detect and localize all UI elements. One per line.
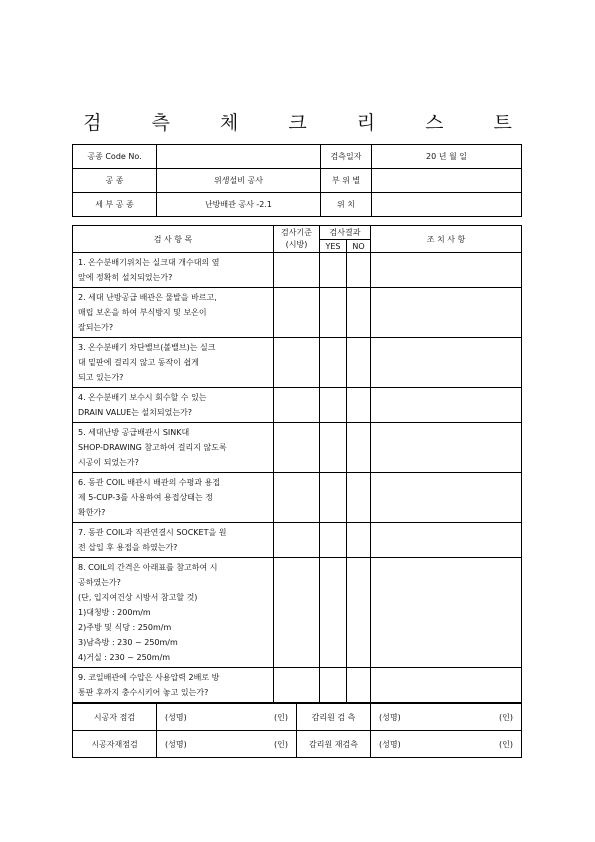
header-value[interactable] — [157, 145, 321, 169]
action-cell[interactable] — [371, 558, 522, 668]
no-cell[interactable] — [347, 253, 371, 288]
header-value[interactable]: 난방배관 공사 -2.1 — [157, 193, 321, 217]
checklist-item-line: 8. COIL의 간격은 아래표를 참고하여 시 — [78, 563, 218, 572]
basis-cell[interactable] — [274, 288, 320, 338]
action-cell[interactable] — [371, 388, 522, 423]
checklist-item — [73, 523, 274, 558]
signature-name: (성명) — [165, 739, 187, 749]
checklist-item-line: 공하였는가? — [78, 578, 121, 587]
checklist-item-line: 9. 코일배관에 수압은 사용압력 2배로 방 — [78, 673, 220, 682]
action-cell[interactable] — [371, 288, 522, 338]
checklist-row — [73, 473, 522, 523]
signature-role: 시공자재점검 — [73, 731, 157, 758]
col-basis-header — [274, 226, 320, 253]
action-cell[interactable] — [371, 253, 522, 288]
yes-cell[interactable] — [320, 423, 347, 473]
no-cell[interactable] — [347, 523, 371, 558]
checklist-row — [73, 523, 522, 558]
page-title: 검 측 체 크 리 스 트 — [83, 112, 534, 134]
checklist-item-line: 앞에 정확히 설치되었는가? — [78, 273, 173, 282]
header-label: 위 치 — [321, 193, 372, 217]
checklist-item-line: 4. 온수분배기 보수시 회수할 수 있는 — [78, 393, 207, 402]
header-row — [73, 145, 522, 169]
checklist-item — [73, 338, 274, 388]
basis-cell[interactable] — [274, 253, 320, 288]
signature-seal: (인) — [499, 739, 513, 749]
signature-role: 감리원 재검측 — [297, 731, 371, 758]
signature-name: (성명) — [379, 739, 401, 749]
checklist-item-line: 통판 후까지 충수시키어 놓고 있는가? — [78, 688, 209, 697]
checklist-item — [73, 253, 274, 288]
no-cell[interactable] — [347, 558, 371, 668]
checklist-item-line: (단, 입지여건상 시방서 참고할 것) — [78, 593, 198, 602]
basis-cell[interactable] — [274, 668, 320, 703]
checklist-item — [73, 668, 274, 703]
action-cell[interactable] — [371, 423, 522, 473]
yes-cell[interactable] — [320, 523, 347, 558]
signature-table — [72, 703, 522, 758]
basis-cell[interactable] — [274, 558, 320, 668]
no-cell[interactable] — [347, 668, 371, 703]
checklist-item-line: 제 5-CUP-3를 사용하여 용접상태는 정 — [78, 493, 213, 502]
checklist-item-line: DRAIN VALUE는 설치되었는가? — [78, 408, 193, 417]
checklist-item-line: SHOP-DRAWING 참고하여 걸리지 않도록 — [78, 443, 227, 452]
checklist-item — [73, 473, 274, 523]
col-basis-line: (시방) — [285, 240, 308, 249]
col-action-header: 조 치 사 항 — [371, 226, 522, 253]
basis-cell[interactable] — [274, 473, 320, 523]
basis-cell[interactable] — [274, 388, 320, 423]
no-cell[interactable] — [347, 338, 371, 388]
signature-seal: (인) — [274, 712, 288, 722]
checklist-item-line: 확한가? — [78, 508, 106, 517]
col-basis-line: 검사기준 — [281, 228, 312, 237]
signature-row — [73, 704, 522, 731]
checklist-item-line: 2. 세대 난방공급 배관은 물발을 바르고, — [78, 293, 217, 302]
checklist-item-line: 대 밑판에 걸리지 않고 동작이 쉽게 — [78, 358, 199, 367]
action-cell[interactable] — [371, 338, 522, 388]
checklist-item-line: 전 삽입 후 용접을 하였는가? — [78, 543, 178, 552]
checklist-item-line: 7. 동관 COIL과 직관연결시 SOCKET을 원 — [78, 528, 227, 537]
header-value[interactable] — [372, 193, 522, 217]
checklist-row — [73, 253, 522, 288]
yes-cell[interactable] — [320, 288, 347, 338]
yes-cell[interactable] — [320, 668, 347, 703]
signature-seal: (인) — [274, 739, 288, 749]
signature-seal: (인) — [499, 712, 513, 722]
checklist-item — [73, 388, 274, 423]
action-cell[interactable] — [371, 668, 522, 703]
yes-cell[interactable] — [320, 473, 347, 523]
signature-field[interactable] — [371, 731, 522, 758]
checklist-item-line: 3. 온수분배기 차단밸브(볼밸브)는 실크 — [78, 343, 216, 352]
signature-field[interactable] — [157, 731, 297, 758]
yes-cell[interactable] — [320, 338, 347, 388]
basis-cell[interactable] — [274, 523, 320, 558]
checklist-item-line: 매립 보온을 하여 부식방지 및 보온이 — [78, 308, 207, 317]
header-label: 부 위 별 — [321, 169, 372, 193]
no-cell[interactable] — [347, 388, 371, 423]
header-table — [72, 144, 522, 217]
no-cell[interactable] — [347, 423, 371, 473]
col-result-header: 검사결과 — [320, 226, 371, 240]
header-value[interactable]: 위생설비 공사 — [157, 169, 321, 193]
checklist-item-line: 2)주방 및 식당 : 250m/m — [78, 623, 172, 632]
checklist-item-line: 4)거실 : 230 ~ 250m/m — [78, 653, 171, 662]
checklist-item-line: 잘되는가? — [78, 323, 114, 332]
table-header-row — [73, 226, 522, 240]
signature-field[interactable] — [371, 704, 522, 731]
checklist-item-line: 되고 있는가? — [78, 373, 124, 382]
header-value[interactable]: 20 년 월 일 — [372, 145, 522, 169]
signature-row — [73, 731, 522, 758]
basis-cell[interactable] — [274, 338, 320, 388]
no-cell[interactable] — [347, 288, 371, 338]
col-items-header: 검 사 항 목 — [73, 226, 274, 253]
checklist-table — [72, 225, 522, 703]
checklist-row — [73, 288, 522, 338]
yes-cell[interactable] — [320, 558, 347, 668]
checklist-item-line: 시공이 되었는가? — [78, 458, 139, 467]
signature-name: (성명) — [165, 712, 187, 722]
checklist-item — [73, 423, 274, 473]
checklist-item-line: 3)남측방 : 230 ~ 250m/m — [78, 638, 178, 647]
header-value[interactable] — [372, 169, 522, 193]
header-label: 검측일자 — [321, 145, 372, 169]
header-label: 세 부 공 종 — [73, 193, 157, 217]
header-label: 공 종 — [73, 169, 157, 193]
yes-cell[interactable] — [320, 388, 347, 423]
col-no-header: NO — [347, 240, 371, 253]
checklist-item-line: 5. 세대난방 공급배관시 SINK대 — [78, 428, 190, 437]
no-cell[interactable] — [347, 473, 371, 523]
header-label: 공종 Code No. — [73, 145, 157, 169]
checklist-row — [73, 668, 522, 703]
signature-name: (성명) — [379, 712, 401, 722]
signature-field[interactable] — [157, 704, 297, 731]
header-row — [73, 193, 522, 217]
checklist-item-line: 1. 온수분배기위치는 실크대 개수대의 옆 — [78, 258, 220, 267]
checklist-item-line: 1)대청방 : 200m/m — [78, 608, 151, 617]
action-cell[interactable] — [371, 523, 522, 558]
checklist-row — [73, 388, 522, 423]
yes-cell[interactable] — [320, 253, 347, 288]
checklist-row — [73, 423, 522, 473]
col-yes-header: YES — [320, 240, 347, 253]
signature-role: 시공자 점검 — [73, 704, 157, 731]
signature-role: 감리원 검 측 — [297, 704, 371, 731]
basis-cell[interactable] — [274, 423, 320, 473]
checklist-item — [73, 288, 274, 338]
checklist-row — [73, 558, 522, 668]
header-row — [73, 169, 522, 193]
checklist-row — [73, 338, 522, 388]
action-cell[interactable] — [371, 473, 522, 523]
checklist-item — [73, 558, 274, 668]
checklist-item-line: 6. 동관 COIL 배관시 배관의 수평과 용접 — [78, 478, 221, 487]
